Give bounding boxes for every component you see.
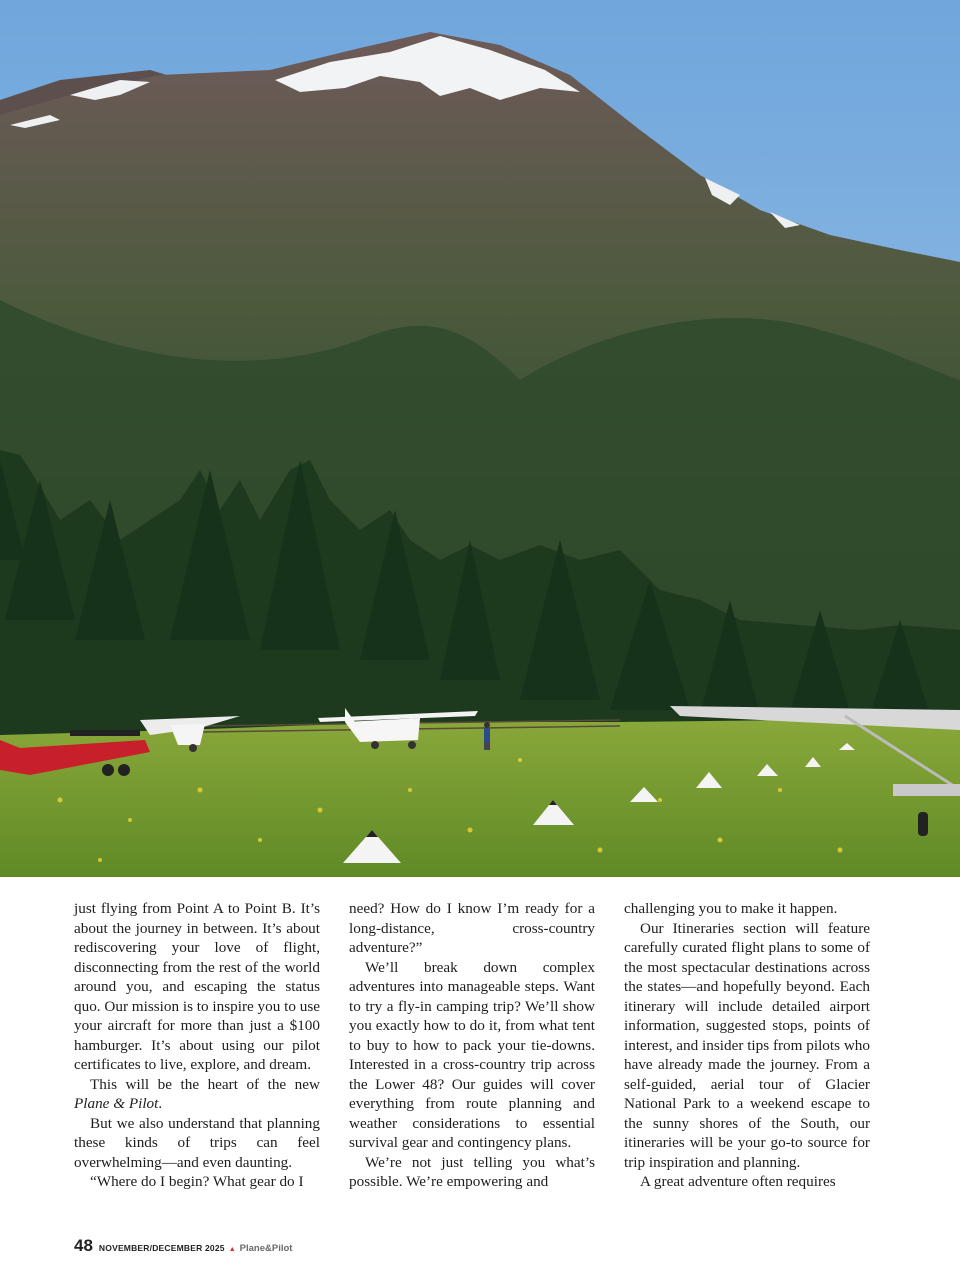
triangle-icon: ▲ bbox=[228, 1246, 236, 1253]
paragraph-text: This will be the heart of the new bbox=[90, 1075, 320, 1093]
paragraph: We’re not just telling you what’s possible. We’re empowering and bbox=[349, 1153, 595, 1190]
paragraph: We’ll break down complex adventures into manageable steps. Want to try a fly-in camping trip? We’ll show you exactly how to do it, from what tent to buy to how to pack your tie-downs. Interested in a cross-country trip across the Lower 48? Our guides will cover everything from route planning and weather considerations to essential survival gear and contingency plans. bbox=[349, 958, 595, 1151]
paragraph: Our Itineraries section will feature carefully curated flight plans to some of the most spectacular destinations across the states—and hopefully beyond. Each itinerary will include detailed airport information, suggested stops, points of interest, and insider tips from pilots who have already made the journey. From a self-guided, aerial tour of Glacier National Park to a weekend escape to the sunny shores of the South, our itineraries will be your go-to source for trip inspiration and planning. bbox=[624, 919, 870, 1171]
page-number: 48 bbox=[74, 1236, 93, 1255]
paragraph: need? How do I know I’m ready for a long-distance, cross-country adventure?” bbox=[349, 900, 595, 956]
paragraph: “Where do I begin? What gear do I bbox=[90, 1173, 304, 1190]
magazine-title: Plane & Pilot bbox=[74, 1095, 159, 1112]
paragraph: A great adventure often requires bbox=[640, 1173, 836, 1190]
person bbox=[484, 722, 490, 750]
paragraph: But we also understand that planning these kinds of trips can feel overwhelming—and even daunting. bbox=[74, 1114, 320, 1171]
magazine-logo: Plane&Pilot bbox=[239, 1243, 293, 1254]
paragraph-tail: . bbox=[158, 1095, 163, 1112]
article-column-3 bbox=[624, 899, 870, 1192]
page-footer bbox=[74, 1236, 292, 1256]
paragraph: challenging you to make it happen. bbox=[624, 900, 838, 917]
issue-date: NOVEMBER/DECEMBER 2025 bbox=[98, 1243, 225, 1253]
paragraph: just flying from Point A to Point B. It’s about the journey in between. It’s about rediscovering your love of flight, disconnecting from the rest of the world around you, and escaping the status quo. Our mission is to inspire you to use your aircraft for more than just a $100 hamburger. It’s about using our pilot certificates to live, explore, and dream. bbox=[74, 900, 320, 1073]
article-column-1 bbox=[74, 899, 320, 1192]
paragraph bbox=[74, 1075, 320, 1114]
article-column-2 bbox=[349, 899, 595, 1192]
